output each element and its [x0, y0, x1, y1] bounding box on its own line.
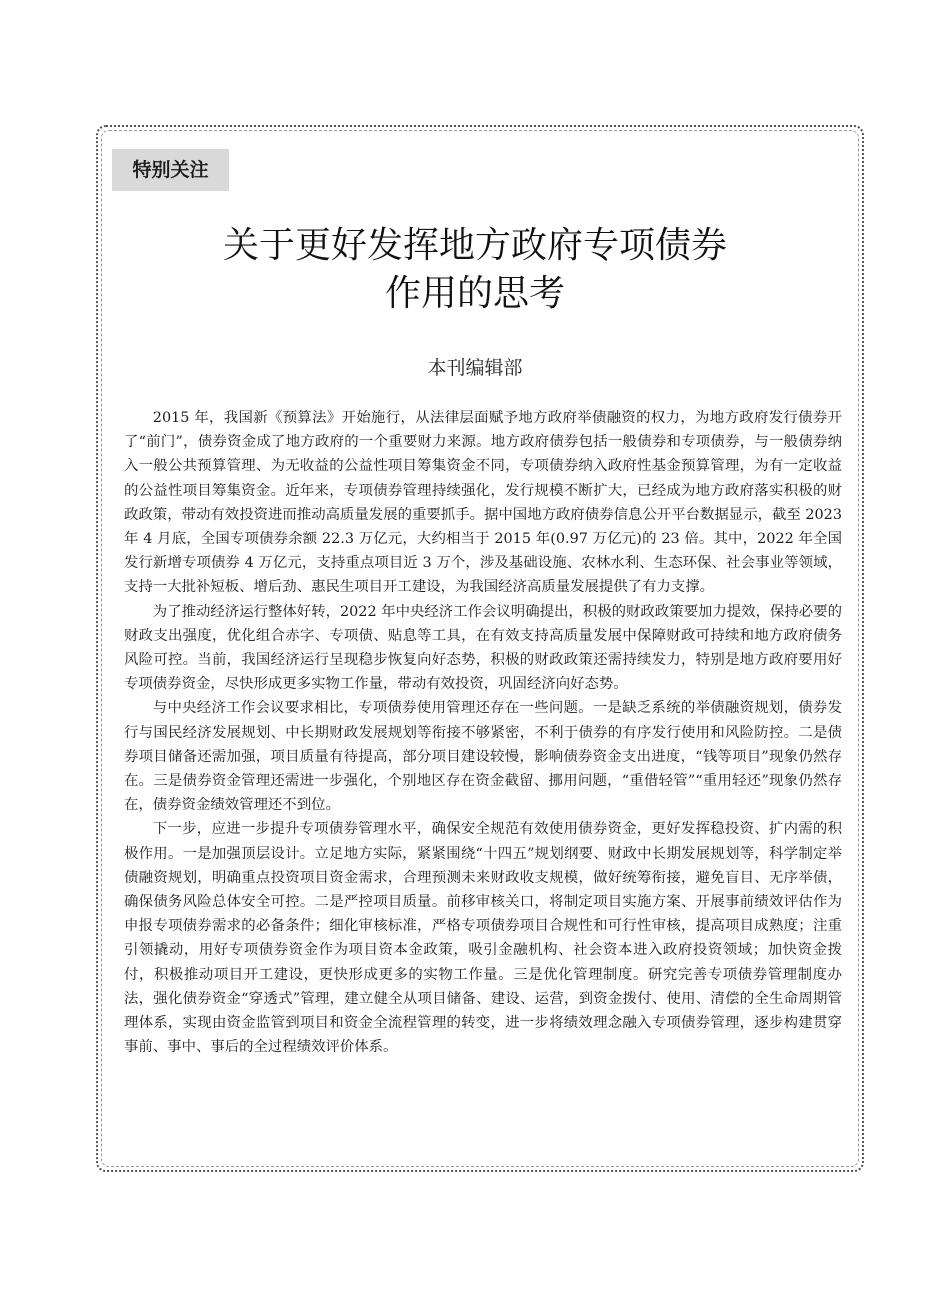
body-paragraph-2: 为了推动经济运行整体好转，2022 年中央经济工作会议明确提出，积极的财政政策要加力提效，保持必要的财政支出强度，优化组合赤字、专项债、贴息等工具，在有效支持高质量发展中保障财政可持续和地方政府债务风险可控。当前，我国经济运行呈现稳步恢复向好态势，积极的财政政策还需持续发力，特别是地方政府要用好专项债券资金，尽快形成更多实物工作量，带动有效投资，巩固经济向好态势。	[124, 603, 842, 693]
article-title-line-2: 作用的思考	[384, 273, 565, 314]
section-tag: 特别关注	[112, 149, 229, 191]
article-author: 本刊编辑部	[427, 357, 523, 379]
body-paragraph-1: 2015 年，我国新《预算法》开始施行，从法律层面赋予地方政府举债融资的权力，为地方政府发行债券开了“前门”，债券资金成了地方政府的一个重要财力来源。地方政府债券包括一般债券和专项债券，与一般债券纳入一般公共预算管理、为无收益的公益性项目筹集资金不同，专项债券纳入政府性基金预算管理，为有一定收益的公益性项目筹集资金。近年来，专项债券管理持续强化，发行规模不断扩大，已经成为地方政府落实积极的财政政策，带动有效投资进而推动高质量发展的重要抓手。据中国地方政府债券信息公开平台数据显示，截至 2023 年 4 月底，全国专项债券余额 22.3 万亿元，大约相当于 2015 年(0.97 万亿元)的 23 倍。其中，2022 年全国发行新增专项债券 4 万亿元，支持重点项目近 3 万个，涉及基础设施、农林水利、生态环保、社会事业等领域，支持一大批补短板、增后劲、惠民生项目开工建设，为我国经济高质量发展提供了有力支撑。	[124, 410, 842, 596]
article-title	[120, 222, 830, 318]
article-body	[124, 406, 842, 1059]
body-paragraph-3: 与中央经济工作会议要求相比，专项债券使用管理还存在一些问题。一是缺乏系统的举债融资规划，债券发行与国民经济发展规划、中长期财政发展规划等衔接不够紧密，不利于债券的有序发行使用和风险防控。二是债券项目储备还需加强，项目质量有待提高，部分项目建设较慢，影响债券资金支出进度，“钱等项目”现象仍然存在。三是债券资金管理还需进一步强化，个别地区存在资金截留、挪用问题，“重借轻管”“重用轻还”现象仍然存在，债券资金绩效管理还不到位。	[124, 700, 842, 814]
body-paragraph-4: 下一步，应进一步提升专项债券管理水平，确保安全规范有效使用债券资金，更好发挥稳投资、扩内需的积极作用。一是加强顶层设计。立足地方实际，紧紧围绕“十四五”规划纲要、财政中长期发展规划等，科学制定举债融资规划，明确重点投资项目资金需求，合理预测未来财政收支规模，做好统筹衔接，避免盲目、无序举债，确保债务风险总体安全可控。二是严控项目质量。前移审核关口，将制定项目实施方案、开展事前绩效评估作为申报专项债券需求的必备条件；细化审核标准，严格专项债券项目合规性和可行性审核，提高项目成熟度；注重引领撬动，用好专项债券资金作为项目资本金政策，吸引金融机构、社会资本进入政府投资领域；加快资金拨付，积极推动项目开工建设，更快形成更多的实物工作量。三是优化管理制度。研究完善专项债券管理制度办法，强化债券资金“穿透式”管理，建立健全从项目储备、建设、运营，到资金拨付、使用、清偿的全生命周期管理体系，实现由资金监管到项目和资金全流程管理的转变，进一步将绩效理念融入专项债券管理，逐步构建贯穿事前、事中、事后的全过程绩效评价体系。	[124, 821, 842, 1056]
article-title-line-1: 关于更好发挥地方政府专项债券	[222, 225, 727, 266]
